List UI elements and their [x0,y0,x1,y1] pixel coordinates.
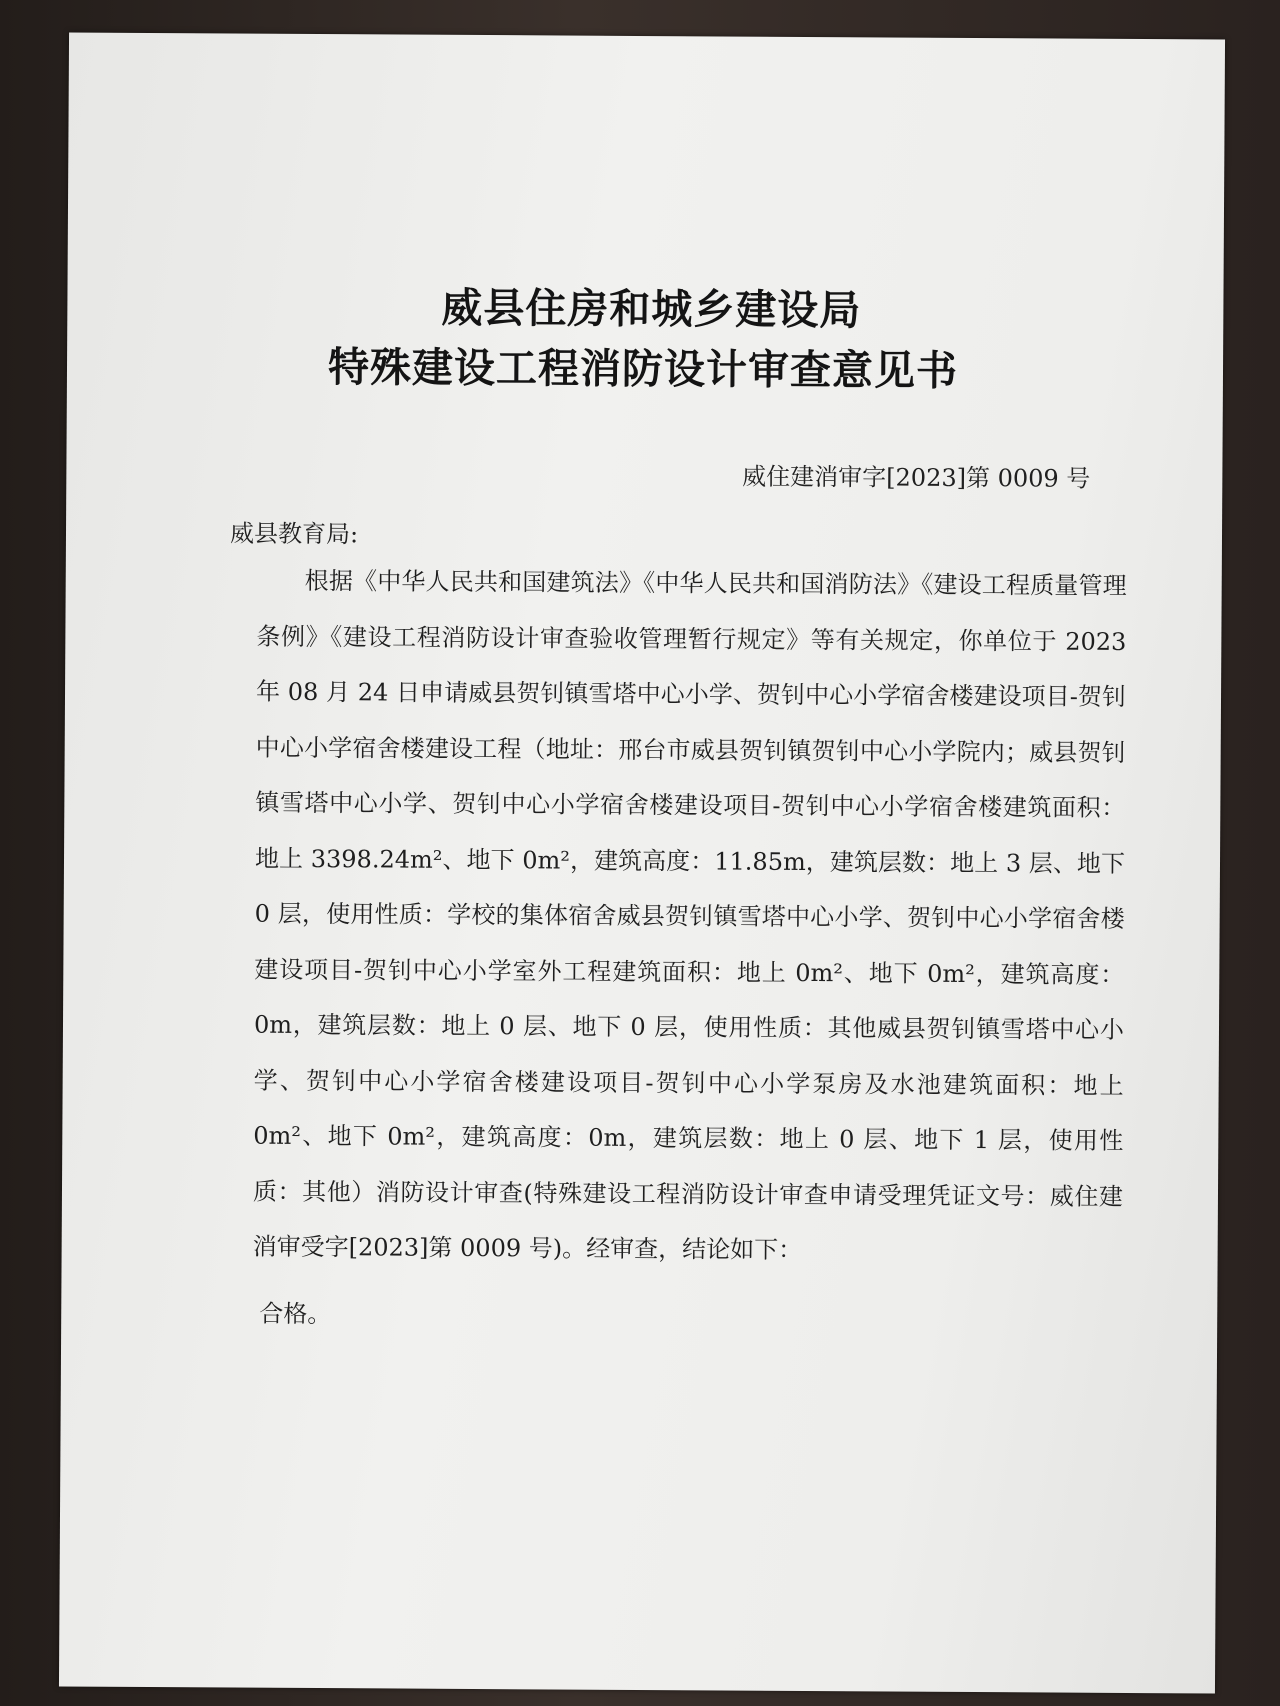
document-number: 威住建消审字[2023]第 0009 号 [742,462,1091,493]
document-title-line1: 威县住房和城乡建设局 [441,283,862,335]
document-title-line2: 特殊建设工程消防设计审查意见书 [327,343,959,395]
document-paper [59,32,1225,1693]
body-paragraph: 根据《中华人民共和国建筑法》《中华人民共和国消防法》《建设工程质量管理条例》《建设工程消防设计审查验收管理暂行规定》等有关规定，你单位于 2023 年 08 月 24 日申请威县贺钊镇雪塔中心小学、贺钊中心小学宿舍楼建设项目-贺钊中心小学宿舍楼建设工程（地址：邢台市威县贺钊镇贺钊中心小学院内；威县贺钊镇雪塔中心小学、贺钊中心小学宿舍楼建设项目-贺钊中心小学宿舍楼建筑面积：地上 3398.24m²、地下 0m²，建筑高度：11.85m，建筑层数：地上 3 层、地下 0 层，使用性质：学校的集体宿舍威县贺钊镇雪塔中心小学、贺钊中心小学宿舍楼建设项目-贺钊中心小学室外工程建筑面积：地上 0m²、地下 0m²，建筑高度：0m，建筑层数：地上 0 层、地下 0 层，使用性质：其他威县贺钊镇雪塔中心小学、贺钊中心小学宿舍楼建设项目-贺钊中心小学泵房及水池建筑面积：地上 0m²、地下 0m²，建筑高度：0m，建筑层数：地上 0 层、地下 1 层，使用性质：其他）消防设计审查(特殊建设工程消防设计审查申请受理凭证文号：威住建消审受字[2023]第 0009 号)。经审查，结论如下： [252,566,1127,1264]
recipient: 威县教育局: [229,519,359,549]
conclusion: 合格。 [259,1299,332,1329]
